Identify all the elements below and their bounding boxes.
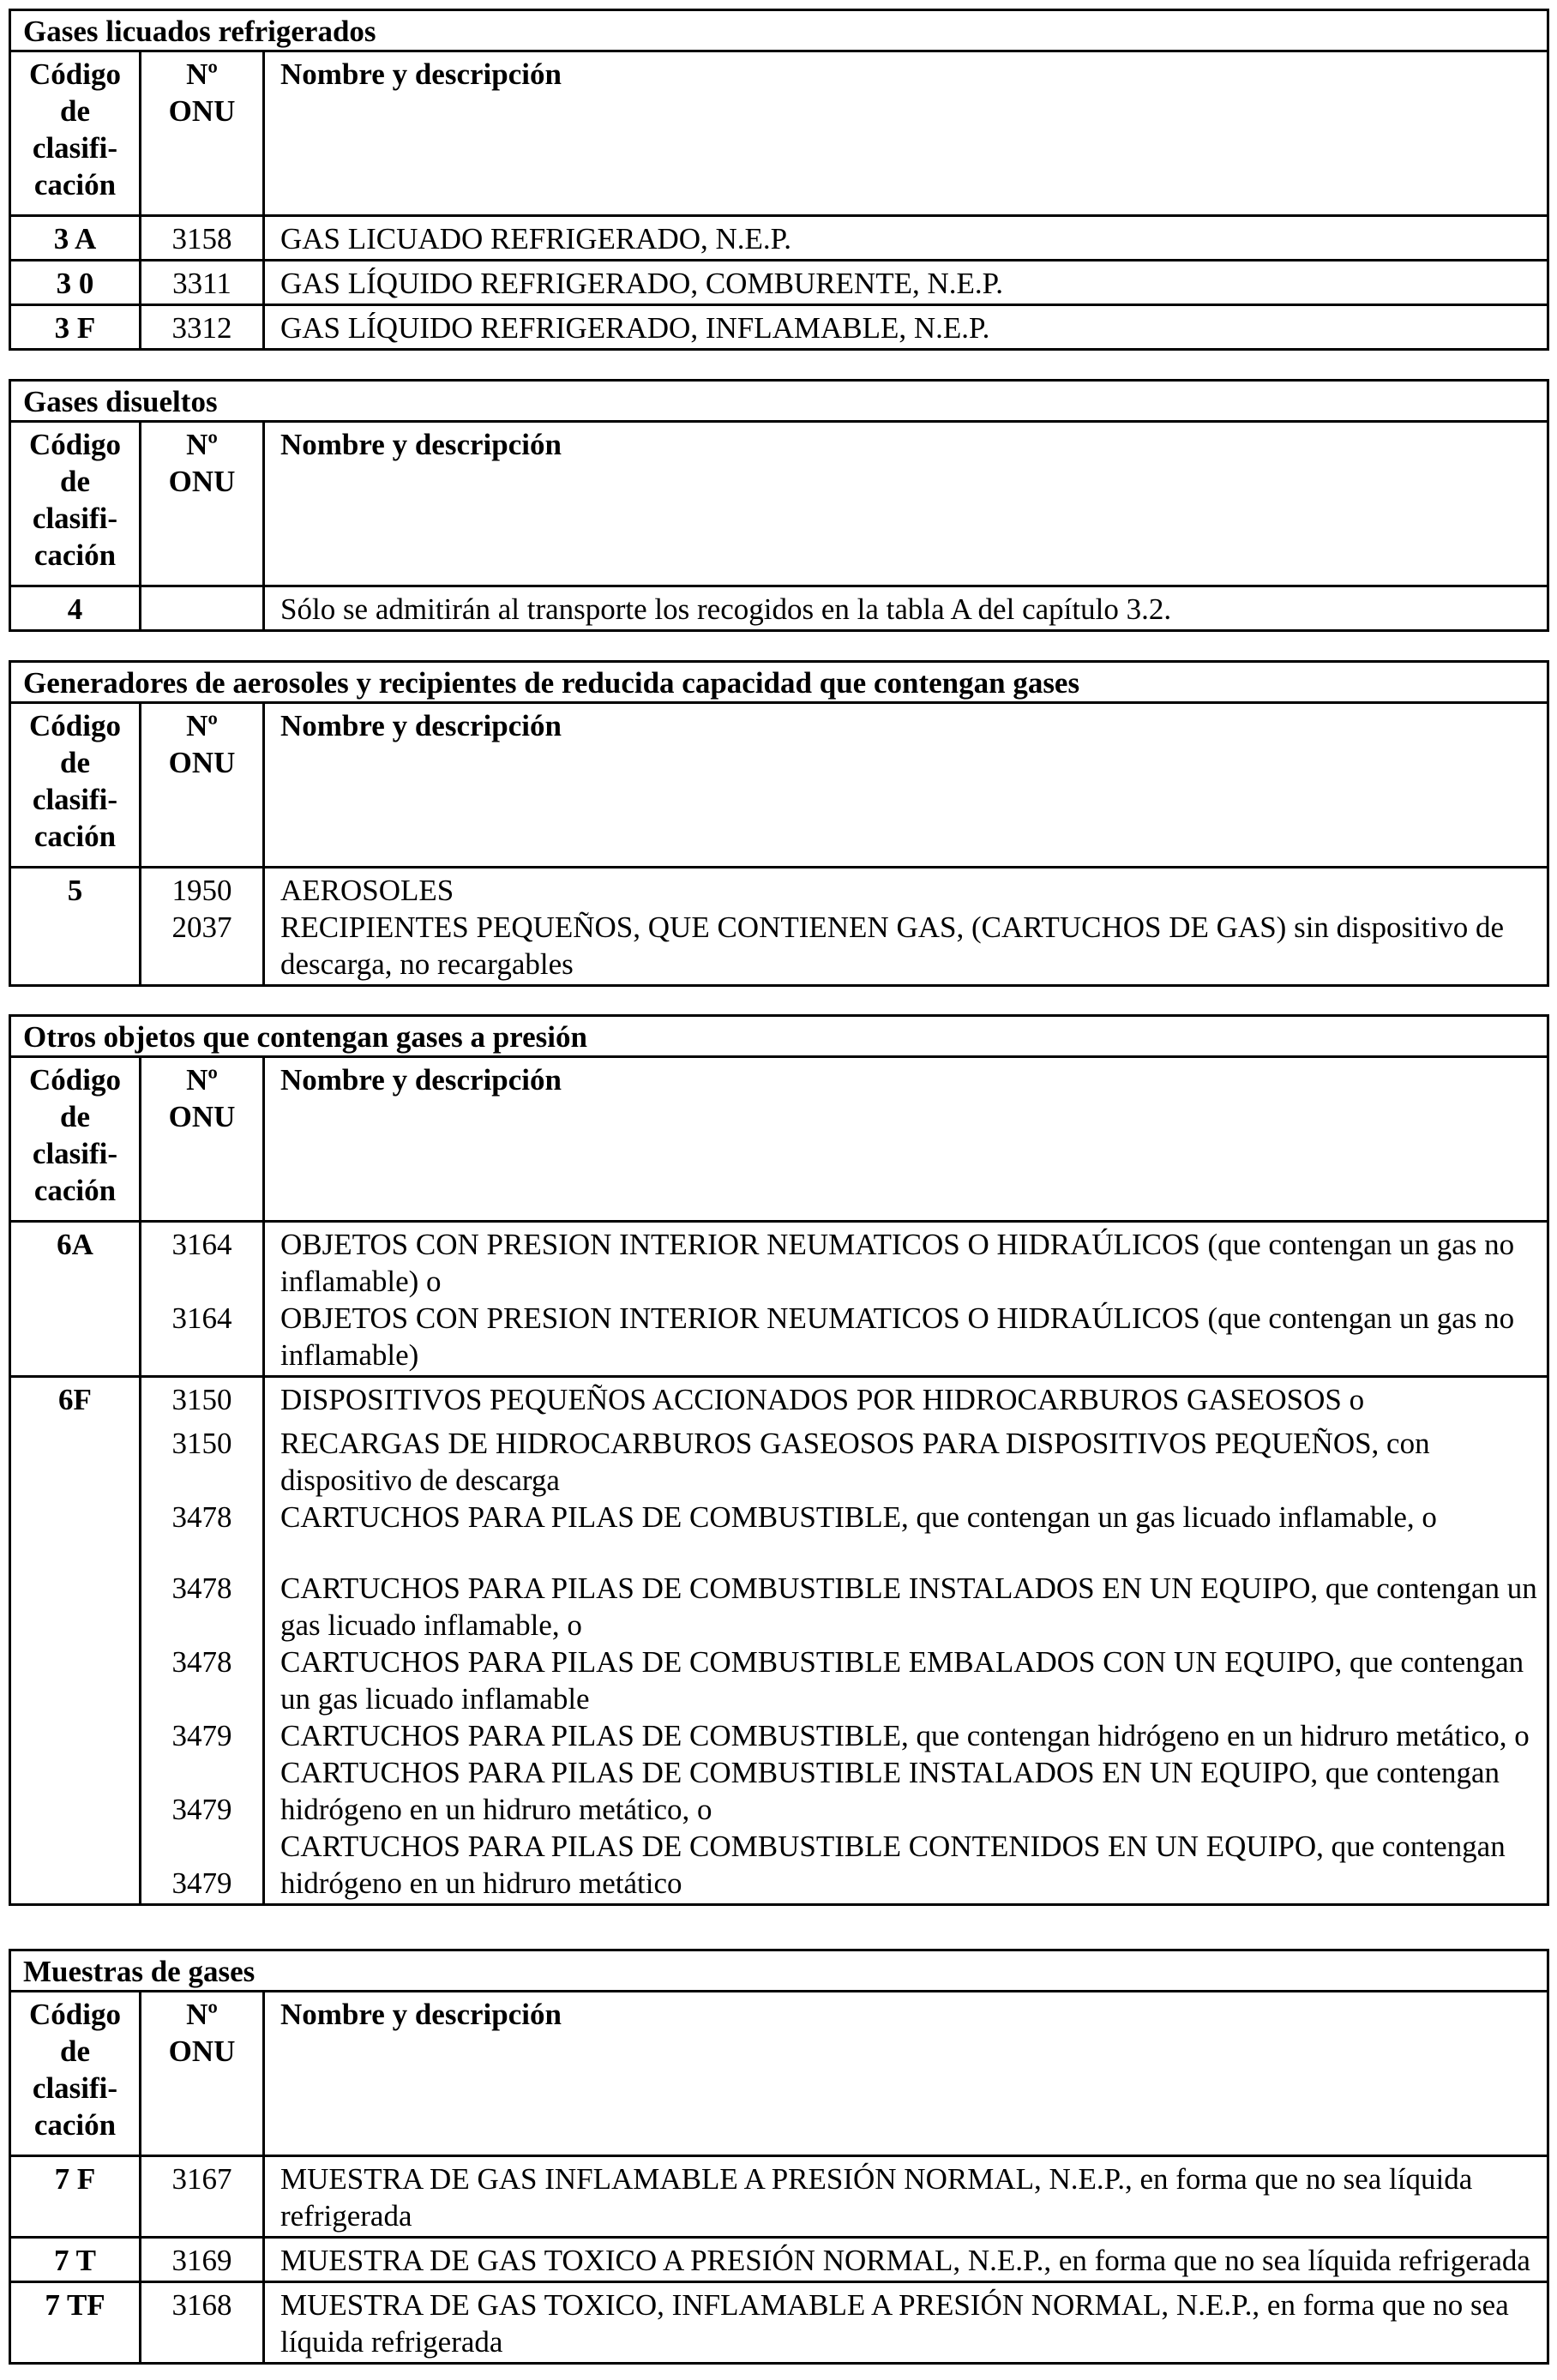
onu-cell: 3311	[141, 261, 264, 305]
header-onu: Nº ONU	[141, 1992, 264, 2156]
section-table-gases-licuados-refrigerados	[9, 9, 1549, 351]
header-row	[10, 51, 1548, 216]
table-row	[10, 1377, 1548, 1905]
onu-cell: 3167	[141, 2156, 264, 2238]
section-title: Gases licuados refrigerados	[10, 10, 1548, 51]
name-cell: Sólo se admitirán al transporte los recogidos en la tabla A del capítulo 3.2.	[264, 586, 1548, 631]
header-name: Nombre y descripción	[264, 422, 1548, 586]
table-row	[10, 2238, 1548, 2282]
header-onu: Nº ONU	[141, 51, 264, 216]
code-cell: 5	[10, 868, 141, 986]
table-row	[10, 305, 1548, 350]
header-code: Código de clasifi- cación	[10, 422, 141, 586]
name-cell: OBJETOS CON PRESION INTERIOR NEUMATICOS O HIDRAÚLICOS (que contengan un gas no inflamable) o OBJETOS CON PRESION INTERIOR NEUMATICOS O HIDRAÚLICOS (que contengan un gas no inflamable)	[264, 1222, 1548, 1377]
name-cell: GAS LICUADO REFRIGERADO, N.E.P.	[264, 216, 1548, 261]
header-name: Nombre y descripción	[264, 1057, 1548, 1222]
onu-cell: 3312	[141, 305, 264, 350]
section-title: Muestras de gases	[10, 1950, 1548, 1992]
header-code: Código de clasifi- cación	[10, 1057, 141, 1222]
section-table-muestras-de-gases	[9, 1949, 1549, 2365]
header-code: Código de clasifi- cación	[10, 703, 141, 868]
code-cell: 4	[10, 586, 141, 631]
table-row	[10, 216, 1548, 261]
header-row	[10, 1057, 1548, 1222]
header-name: Nombre y descripción	[264, 703, 1548, 868]
code-cell: 3 F	[10, 305, 141, 350]
header-row	[10, 703, 1548, 868]
header-code: Código de clasifi- cación	[10, 51, 141, 216]
section-title: Generadores de aerosoles y recipientes de reducida capacidad que contengan gases	[10, 662, 1548, 703]
header-name: Nombre y descripción	[264, 51, 1548, 216]
table-row	[10, 1222, 1548, 1377]
code-cell: 6F	[10, 1377, 141, 1905]
name-cell: GAS LÍQUIDO REFRIGERADO, COMBURENTE, N.E.P.	[264, 261, 1548, 305]
header-name: Nombre y descripción	[264, 1992, 1548, 2156]
onu-cell	[141, 586, 264, 631]
name-cell: MUESTRA DE GAS INFLAMABLE A PRESIÓN NORMAL, N.E.P., en forma que no sea líquida refrigerada	[264, 2156, 1548, 2238]
code-cell: 7 TF	[10, 2282, 141, 2364]
onu-cell: 3164 3164	[141, 1222, 264, 1377]
code-cell: 7 T	[10, 2238, 141, 2282]
table-row	[10, 2282, 1548, 2364]
section-table-otros-objetos	[9, 1014, 1549, 1906]
onu-cell: 1950 2037	[141, 868, 264, 986]
header-onu: Nº ONU	[141, 422, 264, 586]
header-row	[10, 1992, 1548, 2156]
section-title: Gases disueltos	[10, 381, 1548, 422]
table-row	[10, 586, 1548, 631]
code-cell: 6A	[10, 1222, 141, 1377]
onu-cell: 3169	[141, 2238, 264, 2282]
onu-cell: 3158	[141, 216, 264, 261]
header-onu: Nº ONU	[141, 703, 264, 868]
table-row	[10, 261, 1548, 305]
code-cell: 3 A	[10, 216, 141, 261]
section-table-gases-disueltos	[9, 379, 1549, 632]
header-code: Código de clasifi- cación	[10, 1992, 141, 2156]
code-cell: 7 F	[10, 2156, 141, 2238]
table-row	[10, 2156, 1548, 2238]
header-row	[10, 422, 1548, 586]
header-onu: Nº ONU	[141, 1057, 264, 1222]
code-cell: 3 0	[10, 261, 141, 305]
onu-cell: 3168	[141, 2282, 264, 2364]
name-cell: MUESTRA DE GAS TOXICO A PRESIÓN NORMAL, N.E.P., en forma que no sea líquida refrigerada	[264, 2238, 1548, 2282]
name-cell: MUESTRA DE GAS TOXICO, INFLAMABLE A PRESIÓN NORMAL, N.E.P., en forma que no sea líquida refrigerada	[264, 2282, 1548, 2364]
section-title: Otros objetos que contengan gases a presión	[10, 1016, 1548, 1057]
name-cell: DISPOSITIVOS PEQUEÑOS ACCIONADOS POR HIDROCARBUROS GASEOSOS o RECARGAS DE HIDROCARBUROS GASEOSOS PARA DISPOSITIVOS PEQUEÑOS, con dispositivo de descarga CARTUCHOS PARA PILAS DE COMBUSTIBLE, que contengan un gas licuado inflamable, o CARTUCHOS PARA PILAS DE COMBUSTIBLE INSTALADOS EN UN EQUIPO, que contengan un gas licuado inflamable, o CARTUCHOS PARA PILAS DE COMBUSTIBLE EMBALADOS CON UN EQUIPO, que contengan un gas licuado inflamable CARTUCHOS PARA PILAS DE COMBUSTIBLE, que contengan hidrógeno en un hidruro metático, o CARTUCHOS PARA PILAS DE COMBUSTIBLE INSTALADOS EN UN EQUIPO, que contengan hidrógeno en un hidruro metático, o CARTUCHOS PARA PILAS DE COMBUSTIBLE CONTENIDOS EN UN EQUIPO, que contengan hidrógeno en un hidruro metático	[264, 1377, 1548, 1905]
section-table-generadores-de-aerosoles	[9, 660, 1549, 987]
name-cell: GAS LÍQUIDO REFRIGERADO, INFLAMABLE, N.E.P.	[264, 305, 1548, 350]
table-row	[10, 868, 1548, 986]
name-cell: AEROSOLES RECIPIENTES PEQUEÑOS, QUE CONTIENEN GAS, (CARTUCHOS DE GAS) sin dispositivo de descarga, no recargables	[264, 868, 1548, 986]
onu-cell: 3150 3150 3478 3478 3478 3479 3479 3479	[141, 1377, 264, 1905]
